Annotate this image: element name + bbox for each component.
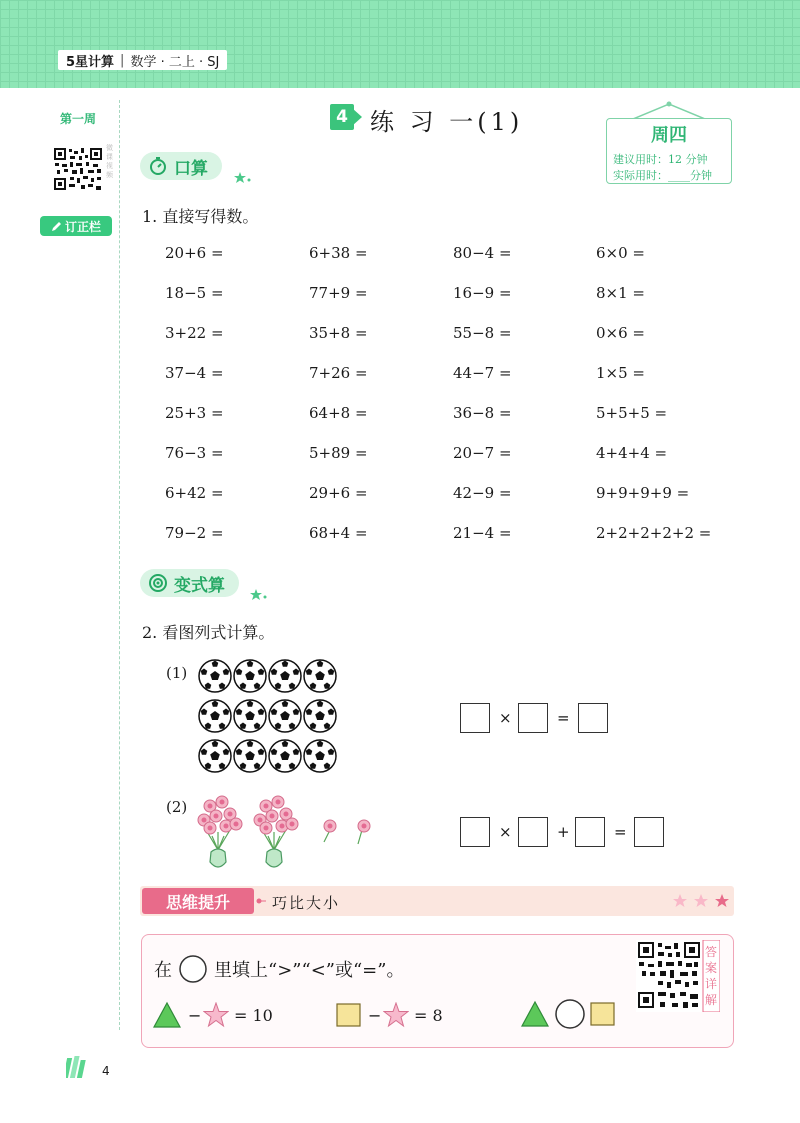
minus-sign: −: [368, 1006, 382, 1025]
soccer-ball-icon: [199, 700, 231, 732]
equation: 5+5+5 =: [596, 404, 668, 422]
equation: 18−5 =: [165, 284, 224, 302]
equation: 20+6 =: [165, 244, 224, 262]
equation: 16−9 =: [453, 284, 512, 302]
square-icon: [590, 1002, 616, 1026]
page-number: 4: [102, 1064, 110, 1078]
day-name: 周四: [651, 125, 687, 146]
hanger-icon: [629, 101, 709, 119]
equation-result-1: = 10: [234, 1006, 273, 1025]
flowers-vase-image: [196, 792, 380, 870]
equation: 3+22 =: [165, 324, 224, 342]
correction-label: 订正栏: [64, 219, 101, 234]
question-1-title: 1. 直接写得数。: [142, 207, 259, 226]
section-variant-label: 变式算: [174, 575, 225, 596]
soccer-ball-icon: [234, 700, 266, 732]
rating-stars-icon: [672, 893, 730, 909]
suggested-time: 建议用时：12 分钟: [613, 153, 708, 166]
section-mental-math: [140, 152, 222, 180]
answer-box[interactable]: [578, 703, 608, 733]
equation: 2+2+2+2+2 =: [596, 524, 712, 542]
equation: 37−4 =: [165, 364, 224, 382]
triangle-icon: [520, 1000, 550, 1028]
week-label: 第一周: [60, 112, 97, 126]
lesson-number: 4: [330, 104, 354, 130]
soccer-ball-icon: [199, 660, 231, 692]
plus-sign: +: [557, 823, 570, 841]
circle-blank-icon: [178, 954, 208, 984]
soccer-ball-icon: [269, 700, 301, 732]
stopwatch-icon: [148, 156, 168, 176]
star-shape-icon: [383, 1002, 409, 1028]
equation: 76−3 =: [165, 444, 224, 462]
series-tag: [58, 50, 227, 70]
equation: 0×6 =: [596, 324, 645, 342]
minus-sign: −: [188, 1006, 202, 1025]
equals-sign: =: [557, 709, 570, 727]
section-mental-math-label: 口算: [174, 158, 208, 179]
soccer-balls-image: [198, 658, 340, 776]
compare-circle-blank[interactable]: [554, 998, 586, 1030]
series-brand: 5星计算: [66, 54, 115, 70]
series-info: 数学 · 二上 · SJ: [130, 54, 220, 70]
soccer-ball-icon: [304, 700, 336, 732]
part-1-label: (1): [166, 664, 188, 682]
thinking-subtitle: 巧比大小: [272, 894, 341, 912]
equation: 44−7 =: [453, 364, 512, 382]
soccer-ball-icon: [234, 740, 266, 772]
soccer-ball-icon: [234, 660, 266, 692]
equation: 6+38 =: [309, 244, 368, 262]
equation: 9+9+9+9 =: [596, 484, 690, 502]
soccer-ball-icon: [269, 660, 301, 692]
actual-time: 实际用时：____分钟: [613, 169, 712, 182]
answer-box[interactable]: [460, 703, 490, 733]
equation: 4+4+4 =: [596, 444, 668, 462]
triangle-icon: [152, 1001, 182, 1029]
star-shape-icon: [203, 1002, 229, 1028]
pencil-icon: [51, 220, 63, 232]
square-icon: [336, 1003, 362, 1027]
target-icon: [148, 573, 168, 593]
equation: 5+89 =: [309, 444, 368, 462]
equation: 8×1 =: [596, 284, 645, 302]
multiply-sign: ×: [499, 823, 512, 841]
top-banner: [0, 0, 800, 88]
multiply-sign: ×: [499, 709, 512, 727]
equation: 55−8 =: [453, 324, 512, 342]
equation: 1×5 =: [596, 364, 645, 382]
margin-divider: [119, 100, 120, 1030]
equation: 29+6 =: [309, 484, 368, 502]
lesson-arrow-icon: [352, 108, 362, 126]
answer-qr-label: 答案详解: [705, 945, 718, 1007]
soccer-ball-icon: [199, 740, 231, 772]
answer-box[interactable]: [634, 817, 664, 847]
equation-result-2: = 8: [414, 1006, 443, 1025]
equation: 80−4 =: [453, 244, 512, 262]
equals-sign: =: [614, 823, 627, 841]
star-icon: [250, 589, 268, 601]
correction-tag: [40, 216, 112, 236]
answer-box[interactable]: [460, 817, 490, 847]
equation: 79−2 =: [165, 524, 224, 542]
instruction-pre: 在: [154, 960, 172, 981]
answer-box[interactable]: [518, 817, 548, 847]
instruction-post: 里填上“>”“<”或“=”。: [214, 960, 405, 981]
equation: 20−7 =: [453, 444, 512, 462]
thinking-instruction: [154, 954, 404, 984]
thinking-tag: 思维提升: [142, 888, 254, 914]
connector-icon: [256, 898, 266, 904]
books-icon: [66, 1054, 96, 1080]
star-icon: [234, 172, 252, 184]
lesson-title: 练 习 一(1): [370, 108, 524, 136]
part-2-label: (2): [166, 798, 188, 816]
equation: 21−4 =: [453, 524, 512, 542]
section-variant: [140, 569, 239, 597]
equation: 64+8 =: [309, 404, 368, 422]
equation: 36−8 =: [453, 404, 512, 422]
equation: 42−9 =: [453, 484, 512, 502]
question-2-title: 2. 看图列式计算。: [142, 623, 275, 642]
equation: 25+3 =: [165, 404, 224, 422]
equation: 6×0 =: [596, 244, 645, 262]
equation: 7+26 =: [309, 364, 368, 382]
answer-box[interactable]: [575, 817, 605, 847]
soccer-ball-icon: [304, 660, 336, 692]
series-divider: |: [120, 52, 125, 68]
equation: 77+9 =: [309, 284, 368, 302]
qr-code-icon[interactable]: [52, 146, 104, 192]
equation: 35+8 =: [309, 324, 368, 342]
answer-box[interactable]: [518, 703, 548, 733]
day-card: [606, 118, 732, 184]
soccer-ball-icon: [304, 740, 336, 772]
soccer-ball-icon: [269, 740, 301, 772]
qr-side-text: 微课视频: [106, 144, 113, 179]
equation: 6+42 =: [165, 484, 224, 502]
equation: 68+4 =: [309, 524, 368, 542]
